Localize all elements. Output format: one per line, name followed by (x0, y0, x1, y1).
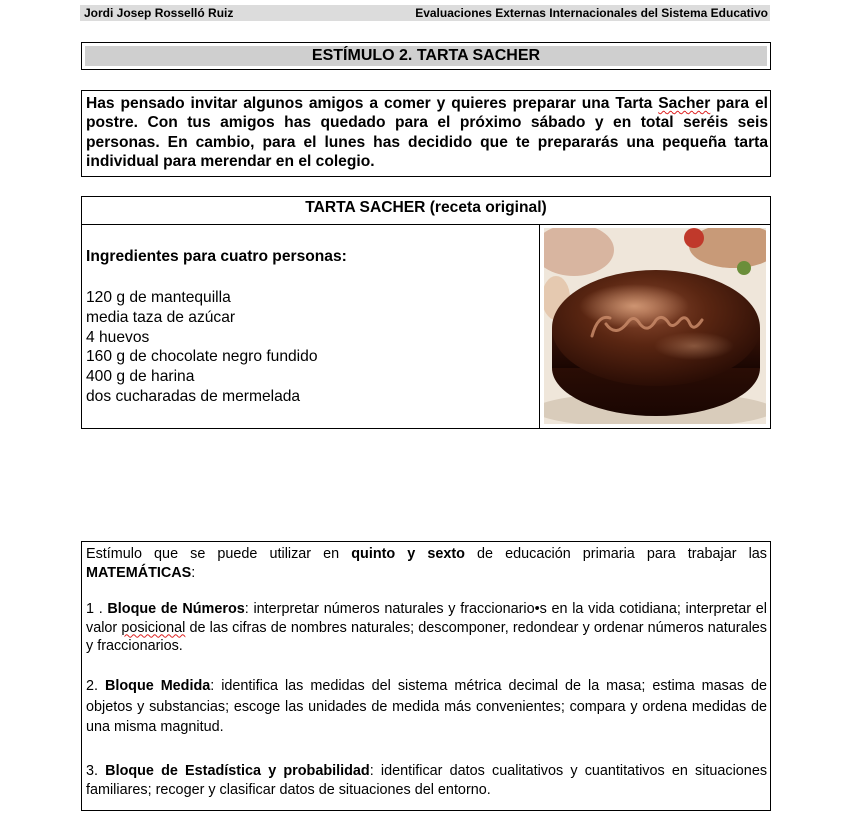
curriculum-intro-colon: : (191, 564, 196, 581)
ingredient-item: dos cucharadas de mermelada (86, 387, 301, 405)
recipe-title: TARTA SACHER (receta original) (305, 199, 547, 216)
grade-levels: quinto y sexto (351, 546, 465, 562)
cake-illustration (544, 228, 766, 424)
ingredients-heading: Ingredientes para cuatro personas: (86, 248, 347, 265)
recipe-column-divider (539, 225, 540, 428)
sacher-cake-photo (544, 228, 766, 424)
ingredient-item: 4 huevos (86, 328, 150, 346)
intro-text-start: Has pensado invitar algunos amigos a comer y quieres preparar una Tarta (86, 95, 659, 112)
curriculum-intro-text: de educación primaria para trabajar las (464, 546, 767, 562)
header-author: Jordi Josep Rosselló Ruiz (84, 6, 234, 20)
ingredient-item: 160 g de chocolate negro fundido (86, 348, 318, 366)
ingredient-item: 400 g de harina (86, 368, 195, 386)
ingredient-item: media taza de azúcar (86, 308, 236, 326)
block-statistics (86, 762, 767, 799)
block-description: : interpretar números naturales y fraccionario•s en la vida cotidiana; interpretar el valor (86, 601, 768, 636)
intro-paragraph (86, 94, 768, 171)
block-number: 2. (86, 678, 105, 694)
block-description: : identifica las medidas del sistema métrica decimal de la masa; estima masas de objetos y substancias; escoge las unidades de medida más convenientes; compara y ordena medidas de una misma magnitud. (86, 678, 768, 735)
recipe-title-divider (81, 224, 771, 225)
block-title: Bloque Medida (104, 678, 211, 694)
intro-spellcheck-word: Sacher (658, 95, 711, 112)
block-numbers (86, 600, 767, 656)
block-title: Bloque de Números (107, 601, 245, 617)
subject-name: MATEMÁTICAS (86, 564, 192, 581)
ingredient-item: 120 g de mantequilla (86, 289, 231, 306)
curriculum-intro (86, 545, 767, 582)
block-measure (86, 676, 767, 738)
block-description: : identificar datos cualitativos y cuantitativos en situaciones familiares; recoger y clasificar datos de situaciones del entorno. (86, 763, 768, 798)
block-number: 1 . (86, 601, 108, 617)
block-title: Bloque de Estadística y probabilidad (105, 763, 370, 779)
intro-text-end: para el postre. Con tus amigos has quedado para el próximo sábado y en total seréis seis personas. En cambio, para el lunes has decidido que te prepararás una pequeña tarta individual para merendar en el colegio. (86, 95, 769, 170)
spellcheck-word: posicional (121, 619, 186, 636)
header-document-title: Evaluaciones Externas Internacionales del Sistema Educativo (415, 6, 768, 20)
ingredients-list (86, 288, 318, 407)
stimulus-title: ESTÍMULO 2. TARTA SACHER (311, 47, 541, 64)
block-number: 3. (86, 763, 106, 779)
curriculum-intro-text: Estímulo que se puede utilizar en (86, 546, 352, 562)
block-description: de las cifras de nombres naturales; descomponer, redondear y ordenar números naturales y fraccionarios. (86, 619, 767, 654)
